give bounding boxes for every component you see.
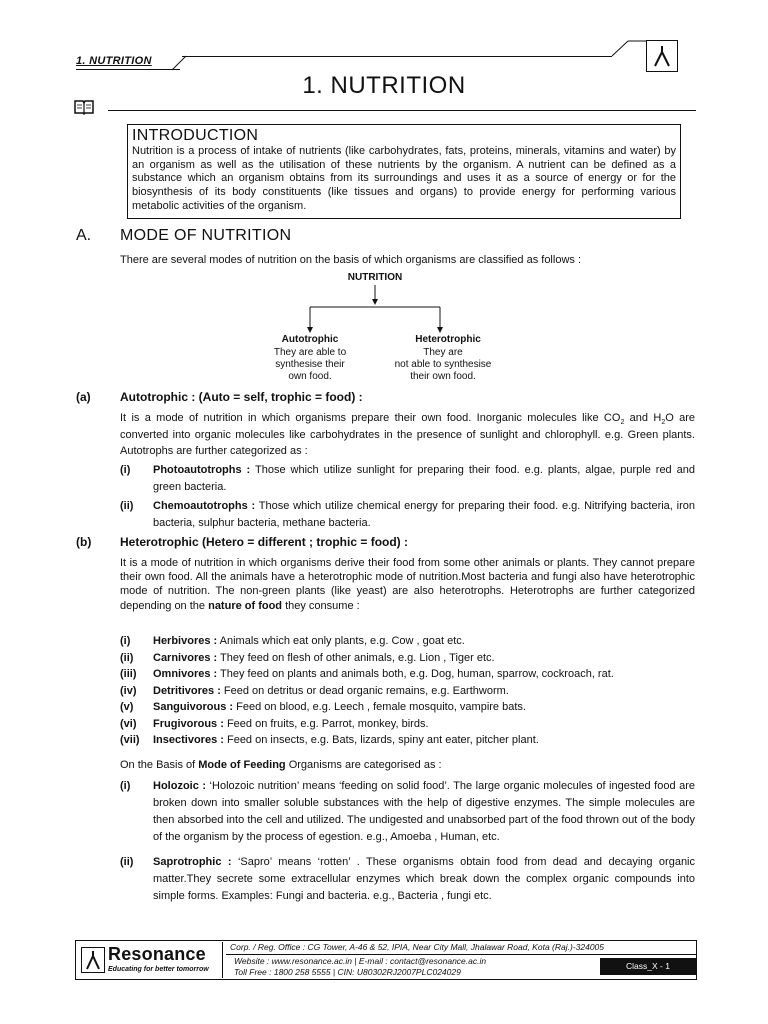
list-item bbox=[120, 854, 695, 905]
list-number: (ii) bbox=[120, 500, 134, 512]
book-icon bbox=[74, 99, 94, 115]
feeding-list bbox=[120, 778, 695, 905]
chapter-label: 1. NUTRITION bbox=[76, 55, 152, 67]
list-desc: Feed on blood, e.g. Leech , female mosquito, vampire bats. bbox=[233, 701, 526, 713]
list-number: (i) bbox=[120, 780, 131, 792]
list-desc: ‘Holozoic nutrition’ means ‘feeding on solid food’. The large organic molecules of ingested food are broken down into smaller soluble substances with the help of digestive enzymes. The simple molecules are then absorbed into the cell and utilized. The undigested and unabsorbed part of the food thrown out of the body of the organism by the process of egestion. e.g., Amoeba , Human, etc. bbox=[153, 780, 695, 843]
header-rule-rise bbox=[610, 40, 650, 58]
diagram-root: NUTRITION bbox=[347, 272, 403, 283]
header-underline bbox=[76, 69, 180, 70]
diagram-autotrophic-line: They are able to bbox=[273, 347, 347, 358]
heterotrophic-text bbox=[120, 556, 695, 613]
autotrophic-text bbox=[120, 410, 695, 460]
diagram-heterotrophic-title: Heterotrophic bbox=[415, 334, 481, 345]
list-item bbox=[120, 683, 695, 700]
resonance-logo-icon bbox=[647, 41, 677, 71]
section-a-lead: There are several modes of nutrition on the basis of which organisms are classified as follows : bbox=[120, 254, 581, 266]
diagram-autotrophic-title: Autotrophic bbox=[281, 334, 339, 345]
feeding-lead-part: On the Basis of bbox=[120, 759, 199, 771]
class-page-label: Class_X - 1 bbox=[600, 958, 696, 975]
list-term: Herbivores : bbox=[153, 635, 218, 647]
diagram-autotrophic-desc bbox=[255, 347, 365, 383]
diagram-heterotrophic-desc bbox=[378, 347, 508, 383]
heterotrophic-marker: (b) bbox=[76, 535, 92, 549]
header-slant bbox=[170, 55, 190, 71]
diagram-autotrophic-line: own food. bbox=[288, 371, 332, 382]
feeding-lead bbox=[120, 757, 695, 774]
list-number: (vi) bbox=[120, 717, 137, 730]
list-desc: ‘Sapro’ means ‘rotten’ . These organisms obtain food from dead and decaying organic matter.They secrete some extracellular enzymes which break down the complex organic compounds into simple forms. Examples: Fungi and bacteria. e.g., Bacteria , fungi etc. bbox=[153, 856, 696, 902]
footer-logo bbox=[77, 942, 223, 978]
list-item bbox=[120, 498, 695, 531]
section-a-letter: A. bbox=[76, 227, 92, 244]
list-term: Chemoautotrophs : bbox=[153, 500, 256, 512]
title-rule bbox=[108, 110, 696, 111]
list-number: (ii) bbox=[120, 856, 134, 868]
list-number: (iii) bbox=[120, 668, 137, 680]
subscript: 2 bbox=[620, 419, 625, 427]
list-item bbox=[120, 462, 695, 495]
diagram-heterotrophic-line: not able to synthesise bbox=[394, 359, 492, 370]
brand-logo-mark bbox=[646, 40, 678, 72]
list-item bbox=[120, 716, 695, 733]
list-number: (iv) bbox=[120, 684, 137, 697]
list-item bbox=[120, 732, 695, 749]
diagram-connectors bbox=[300, 285, 450, 337]
list-term: Carnivores : bbox=[153, 651, 218, 664]
list-number: (vii) bbox=[120, 734, 140, 746]
autotrophic-text-part: It is a mode of nutrition in which organisms prepare their own food. Inorganic molecules like CO bbox=[120, 412, 621, 424]
list-desc: Feed on fruits, e.g. Parrot, monkey, birds. bbox=[223, 717, 429, 730]
heterotrophic-text-part: they consume : bbox=[282, 599, 360, 612]
autotrophic-heading: Autotrophic : (Auto = self, trophic = food) : bbox=[120, 390, 363, 404]
list-desc: They feed on flesh of other animals, e.g. Lion , Tiger etc. bbox=[217, 651, 495, 664]
feeding-lead-part: Organisms are categorised as : bbox=[285, 759, 442, 771]
list-desc: Animals which eat only plants, e.g. Cow , goat etc. bbox=[217, 635, 465, 647]
heterotrophic-heading: Heterotrophic (Hetero = different ; trophic = food) : bbox=[120, 535, 409, 549]
autotrophic-text-part: O are converted into organic molecules like carbohydrates in the presence of sunlight and chlorophyll. e.g. Green plants. Autotrophs are further categorized as : bbox=[120, 412, 696, 457]
list-number: (i) bbox=[120, 635, 131, 647]
feeding-lead-bold: Mode of Feeding bbox=[198, 759, 286, 771]
list-term: Frugivorous : bbox=[153, 717, 224, 730]
list-term: Detritivores : bbox=[153, 684, 221, 697]
footer-address: Corp. / Reg. Office : CG Tower, A-46 & 52, IPIA, Near City Mall, Jhalawar Road, Kota (Raj.)-324005 bbox=[230, 942, 604, 952]
list-desc: They feed on plants and animals both, e.g. Dog, human, sparrow, cockroach, rat. bbox=[217, 668, 614, 680]
list-item bbox=[120, 778, 695, 846]
list-number: (v) bbox=[120, 701, 134, 713]
list-term: Holozoic : bbox=[153, 780, 207, 792]
list-number: (ii) bbox=[120, 651, 134, 664]
list-desc: Those which utilize chemical energy for preparing their food. e.g. Nitrifying bacteria, iron bacteria, sulphur bacteria, methane bacteria. bbox=[153, 500, 695, 529]
diagram-heterotrophic-line: They are bbox=[423, 347, 463, 358]
header-rule bbox=[182, 56, 612, 57]
diagram-autotrophic-line: synthesise their bbox=[275, 359, 345, 370]
autotroph-list bbox=[120, 462, 695, 531]
page-title: 1. NUTRITION bbox=[302, 72, 466, 99]
heterotroph-list bbox=[120, 633, 695, 749]
heterotrophic-text-bold: nature of food bbox=[208, 599, 283, 612]
footer-tollfree: Toll Free : 1800 258 5555 | CIN: U80302RJ2007PLC024029 bbox=[234, 967, 461, 977]
list-term: Sanguivorous : bbox=[153, 701, 234, 713]
footer-website: Website : www.resonance.ac.in | E-mail : contact@resonance.ac.in bbox=[234, 956, 487, 966]
list-item bbox=[120, 650, 695, 667]
list-term: Saprotrophic : bbox=[153, 856, 232, 868]
autotrophic-marker: (a) bbox=[76, 390, 91, 404]
list-desc: Feed on detritus or dead organic remains, e.g. Earthworm. bbox=[220, 684, 509, 697]
autotrophic-text-part: and H bbox=[624, 412, 662, 424]
list-item bbox=[120, 666, 695, 683]
list-desc: Feed on insects, e.g. Bats, lizards, spiny ant eater, pitcher plant. bbox=[223, 734, 539, 746]
resonance-logo-icon bbox=[81, 947, 105, 973]
footer-divider bbox=[226, 954, 696, 955]
list-item bbox=[120, 633, 695, 650]
heterotrophic-text-part: It is a mode of nutrition in which organisms derive their food from some other animals or plants. They cannot prepare their own food. All the animals have a heterotrophic mode of nutrition.Most bacteria and fungi also have heterotrophic mode of nutrition. The non-green plants (like yeast) are also heterotrophs. Heterotrophs are further categorized depending on the bbox=[120, 557, 695, 612]
section-a-title: MODE OF NUTRITION bbox=[120, 227, 292, 244]
footer-tagline: Educating for better tomorrow bbox=[108, 966, 209, 973]
list-item bbox=[120, 699, 695, 716]
introduction-heading: INTRODUCTION bbox=[132, 127, 259, 144]
introduction-box bbox=[127, 124, 681, 219]
subscript: 2 bbox=[661, 419, 666, 427]
diagram-heterotrophic-line: their own food. bbox=[410, 371, 476, 382]
list-desc: Those which utilize sunlight for preparing their food. e.g. plants, algae, purple red and green bacteria. bbox=[153, 464, 695, 493]
list-term: Omnivores : bbox=[153, 668, 218, 680]
list-term: Photoautotrophs : bbox=[153, 464, 251, 476]
introduction-text: Nutrition is a process of intake of nutrients (like carbohydrates, fats, proteins, minerals, vitamins and water) by an organism as well as the utilisation of these nutrients by the organism. A nutrient can be defined as a substance which an organism obtains from its surroundings and uses it as a source of energy or for the biosynthesis of its body constituents (like tissues and organs) to provide energy for performing various metabolic activities of the organism. bbox=[132, 145, 676, 212]
list-term: Insectivores : bbox=[153, 734, 224, 746]
footer-brand: Resonance bbox=[108, 944, 206, 964]
list-number: (i) bbox=[120, 464, 131, 476]
